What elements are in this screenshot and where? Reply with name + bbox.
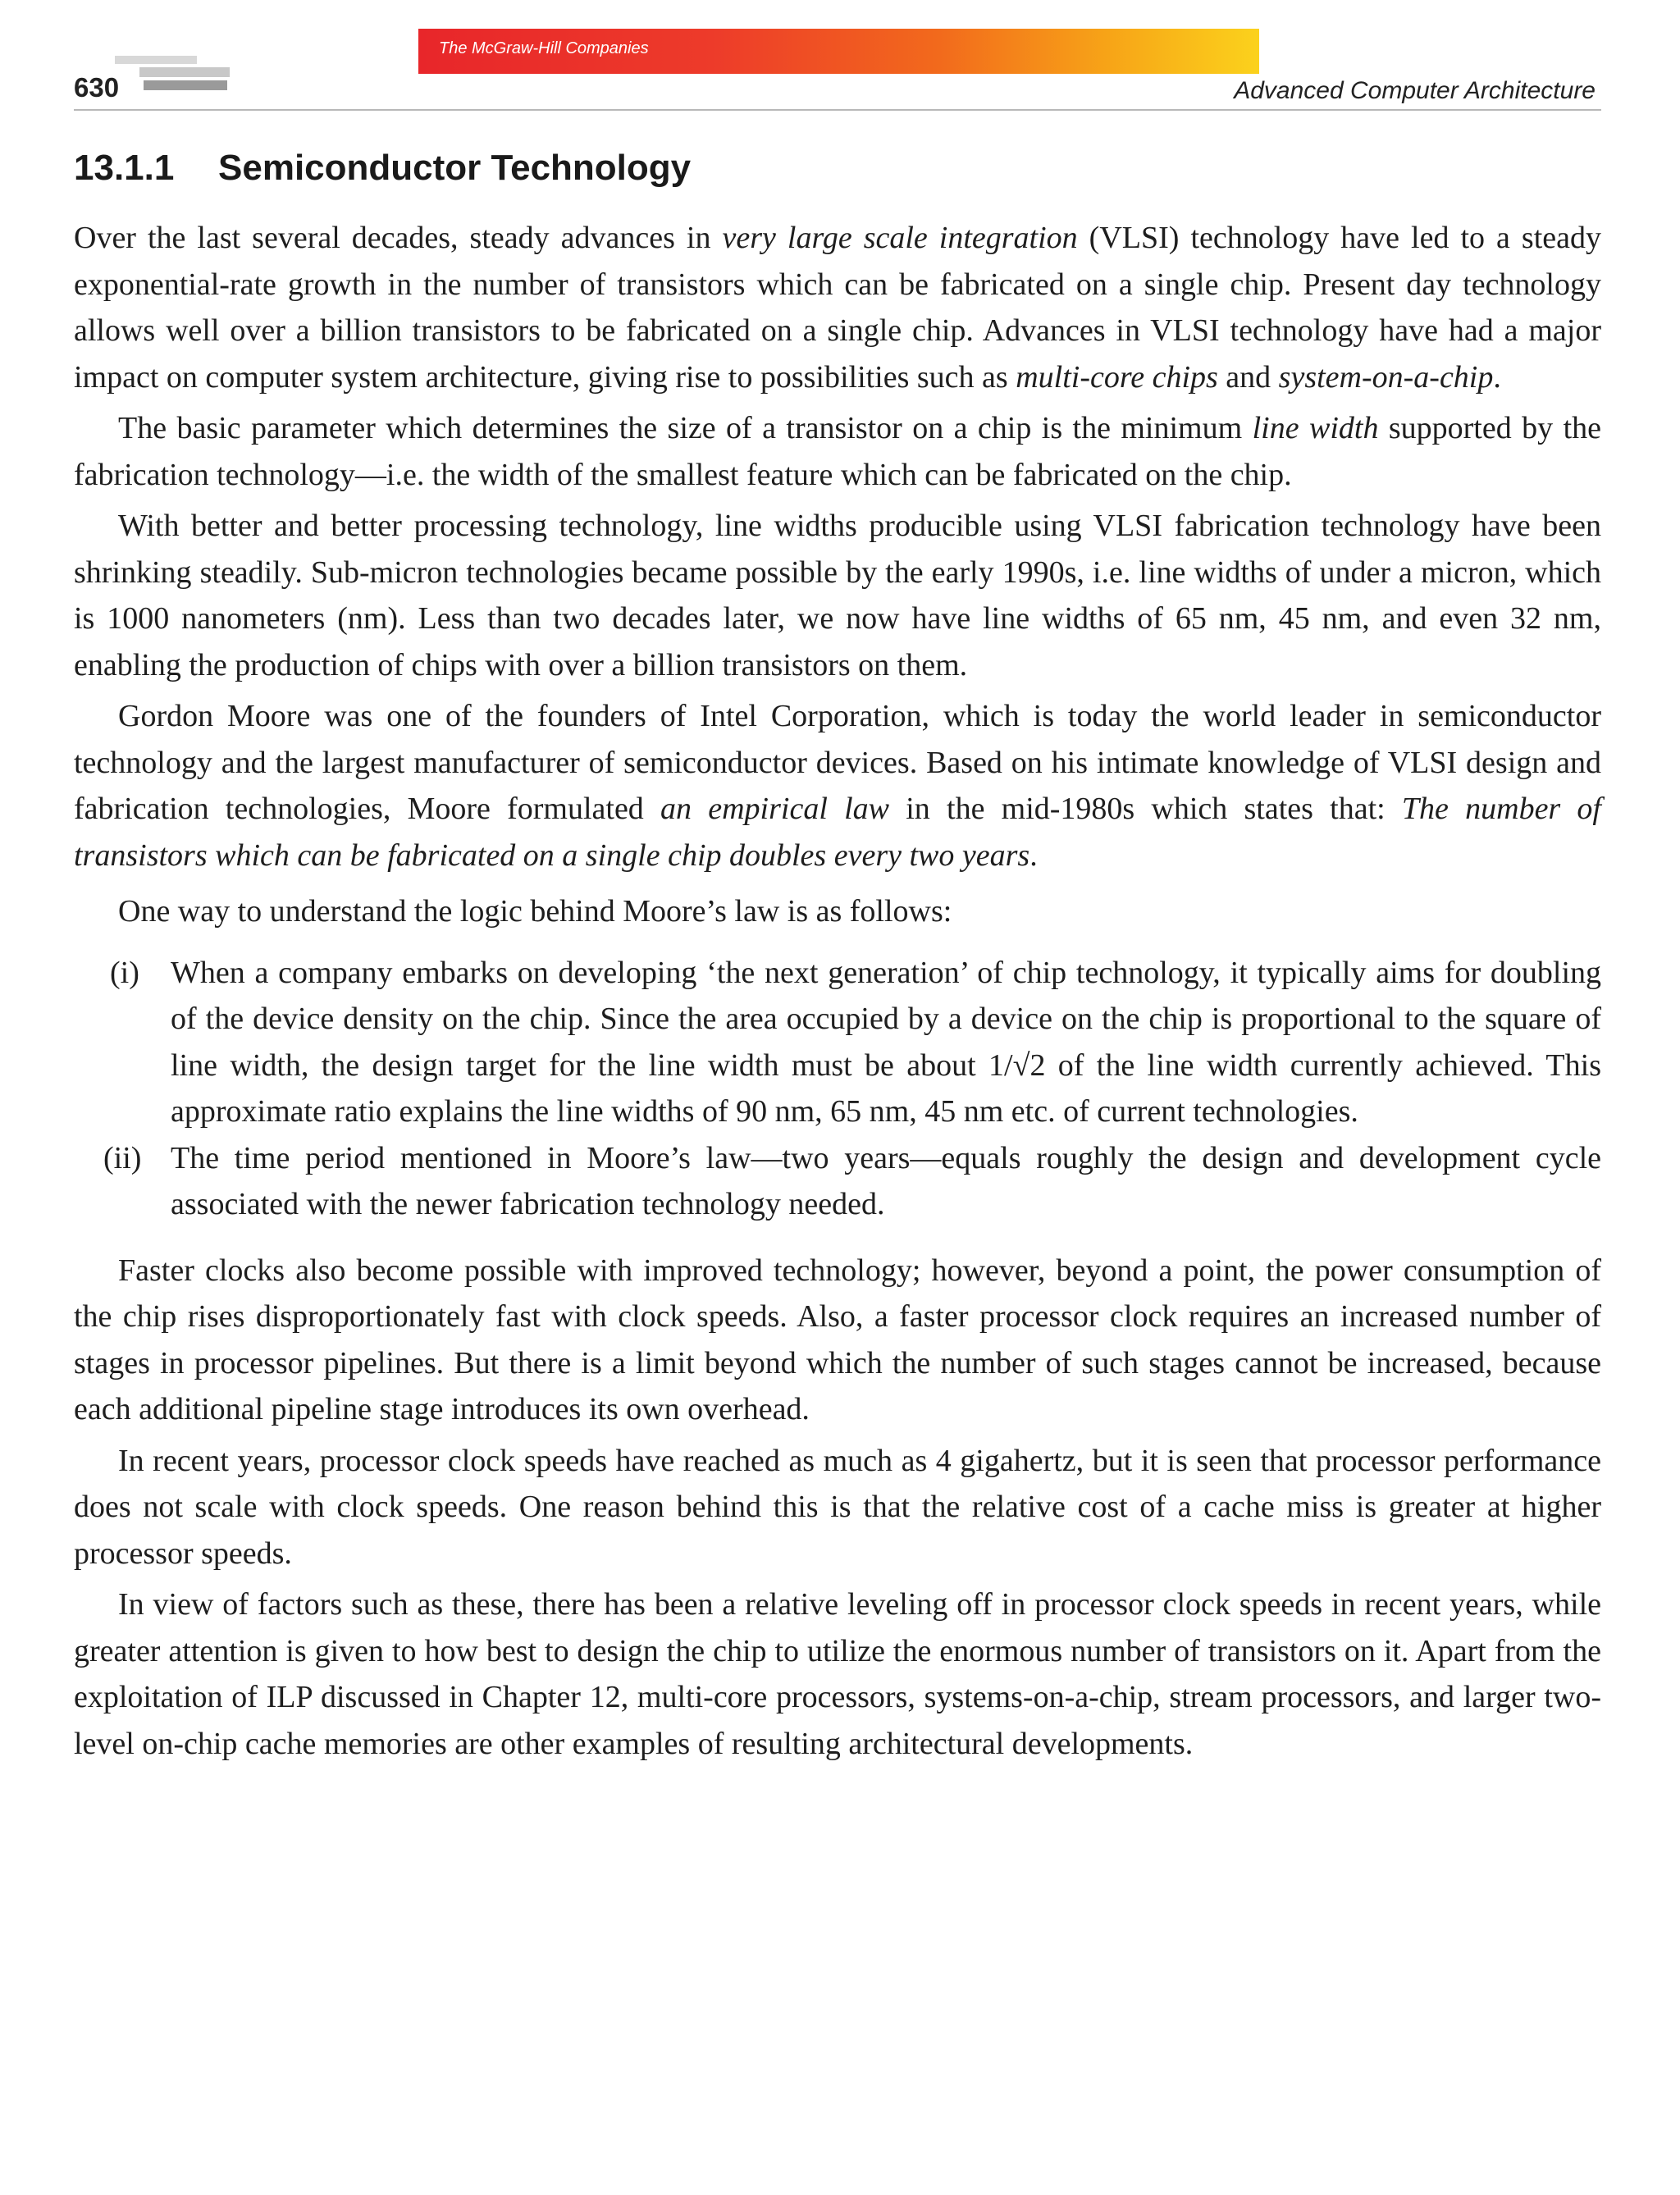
paragraph xyxy=(74,215,1601,400)
publisher-name: The McGraw-Hill Companies xyxy=(439,39,649,57)
text-run: in the mid-1980s which states that: xyxy=(889,792,1402,826)
body-text xyxy=(74,215,1601,1772)
emphasis: very large scale integration xyxy=(722,221,1078,255)
page-tab-decoration xyxy=(115,56,197,64)
text-run: (VLSI) technology have led to a steady exponential-rate growth in the number of transistors which can be fabricated on a single chip. Present day technology allows well over a billion transistors to be fabricated on a single chip. Advances in VLSI technology have had a major impact on computer system architecture, giving rise to possibilities such as xyxy=(74,221,1601,395)
paragraph xyxy=(74,405,1601,498)
text-run: . xyxy=(1029,837,1038,873)
paragraph: With better and better processing technology, line widths producible using VLSI fabrication technology have been shrinking steadily. Sub-micron technologies became possible by the early 1990s, i.e. line widths of under a micron, which is 1000 nanometers (nm). Less than two decades later, we now have line widths of 65 nm, 45 nm, and even 32 nm, enabling the production of chips with over a billion transistors on them. xyxy=(74,509,1601,682)
moores-law-statement: The number of transistors which can be fabricated on a single chip doubles every two years xyxy=(74,792,1601,873)
paragraph: Faster clocks also become possible with improved technology; however, beyond a point, the power consumption of the chip rises disproportionately fast with clock speeds. Also, a faster processor clock requires an increased number of stages in processor pipelines. But there is a limit beyond which the number of such stages cannot be increased, because each additional pipeline stage introduces its own overhead. xyxy=(74,1253,1601,1426)
emphasis: system-on-a-chip xyxy=(1278,359,1494,395)
header-divider xyxy=(74,109,1601,111)
numbered-list xyxy=(74,950,1601,1228)
text-run: Gordon Moore was one of the founders of Intel Corporation, which is today the world leader in semiconductor technology and the largest manufacturer of semiconductor devices. Based on his intimate knowledge of VLSI design and fabrication technologies, Moore formulated xyxy=(74,699,1601,826)
page-tab-decoration xyxy=(144,80,227,90)
text-run: supported by the fabrication technology—i.e. the width of the smallest feature which can be fabricated on the chip. xyxy=(74,411,1601,492)
paragraph: One way to understand the logic behind Moore’s law is as follows: xyxy=(118,894,952,929)
list-marker: (i) xyxy=(110,955,139,990)
paragraph: In view of factors such as these, there has been a relative leveling off in processor clock speeds in recent years, while greater attention is given to how best to design the chip to utilize the enormous number of transistors on it. Apart from the exploitation of ILP discussed in Chapter 12, multi-core processors, systems-on-a-chip, stream processors, and larger two-level on-chip cache memories are other examples of resulting architectural developments. xyxy=(74,1587,1601,1761)
list-item-text: When a company embarks on developing ‘the next generation’ of chip technology, it typically aims for doubling of the device density on the chip. Since the area occupied by a device on the chip is proportional to the square of line width, the design target for the line width must be about 1/√2 of the line width currently achieved. This approximate ratio explains the line widths of 90 nm, 65 nm, 45 nm etc. of current technologies. xyxy=(171,955,1601,1129)
running-head-book-title: Advanced Computer Architecture xyxy=(1234,77,1596,104)
paragraph xyxy=(74,693,1601,878)
paragraph: In recent years, processor clock speeds have reached as much as 4 gigahertz, but it is seen that processor performance does not scale with clock speeds. One reason behind this is that the relative cost of a cache miss is greater at higher processor speeds. xyxy=(74,1443,1601,1571)
section-title: Semiconductor Technology xyxy=(218,148,692,188)
emphasis: line width xyxy=(1252,411,1379,445)
page-number: 630 xyxy=(74,72,120,103)
page-tab-decoration xyxy=(139,67,230,77)
list-item-text: The time period mentioned in Moore’s law—two years—equals roughly the design and development cycle associated with the newer fabrication technology needed. xyxy=(171,1140,1601,1221)
list-item xyxy=(74,1135,1601,1228)
emphasis: an empirical law xyxy=(660,792,890,826)
section-number: 13.1.1 xyxy=(74,148,175,188)
list-item xyxy=(74,950,1601,1135)
section-heading xyxy=(74,148,691,189)
emphasis: multi-core chips xyxy=(1016,359,1218,395)
text-run: and xyxy=(1217,359,1279,395)
text-run: The basic parameter which determines the size of a transistor on a chip is the minimum xyxy=(118,411,1253,445)
text-run: Over the last several decades, steady advances in xyxy=(74,221,723,255)
text-run: . xyxy=(1493,359,1501,395)
list-marker: (ii) xyxy=(103,1140,142,1175)
